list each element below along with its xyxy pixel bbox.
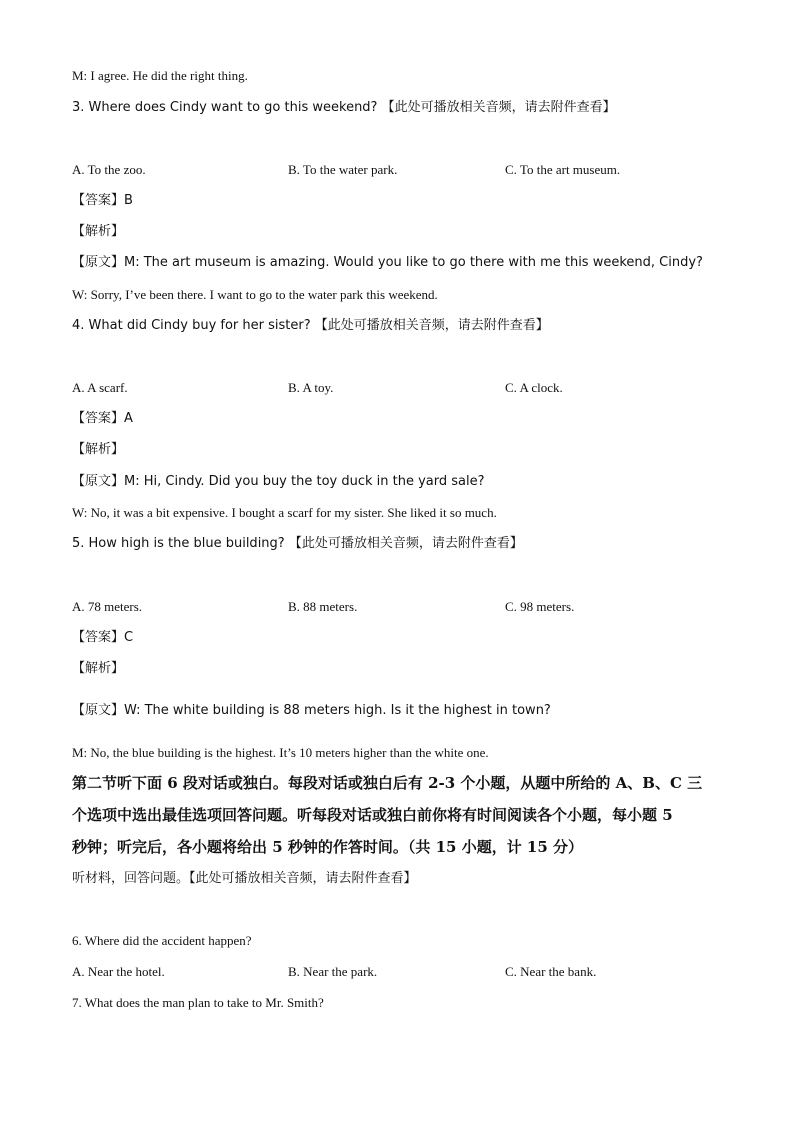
question-6-options xyxy=(72,963,722,981)
option-c: C. To the art museum. xyxy=(505,162,621,177)
original-text: 【原文】M: The art museum is amazing. Would you like to go there with me this weekend, Cindy? xyxy=(72,255,703,270)
answer-label: 【答案】B xyxy=(72,193,133,208)
analysis-label: 【解析】 xyxy=(72,661,125,676)
analysis-label: 【解析】 xyxy=(72,442,125,457)
dialogue-line: M: No, the blue building is the highest. It’s 10 meters higher than the white one. xyxy=(72,745,489,760)
option-a: A. Near the hotel. xyxy=(72,964,165,979)
original-text: 【原文】W: The white building is 88 meters high. Is it the highest in town? xyxy=(72,703,551,718)
option-a: A. A scarf. xyxy=(72,380,128,395)
question-5-options xyxy=(72,598,722,616)
question-5: 5. How high is the blue building? 【此处可播放相关音频，请去附件查看】 xyxy=(72,536,523,551)
analysis-label: 【解析】 xyxy=(72,224,125,239)
option-b: B. To the water park. xyxy=(288,162,398,177)
question-3-options xyxy=(72,161,722,179)
listen-instruction: 听材料，回答问题。【此处可播放相关音频，请去附件查看】 xyxy=(72,871,417,886)
section-instructions-line-2: 个选项中选出最佳选项回答问题。听每段对话或独白前你将有时间阅读各个小题，每小题 5 xyxy=(72,806,673,824)
option-c: C. A clock. xyxy=(505,380,563,395)
dialogue-line: W: No, it was a bit expensive. I bought a scarf for my sister. She liked it so much. xyxy=(72,505,497,520)
option-b: B. 88 meters. xyxy=(288,599,358,614)
option-a: A. To the zoo. xyxy=(72,162,146,177)
option-b: B. A toy. xyxy=(288,380,334,395)
dialogue-line: W: Sorry, I’ve been there. I want to go to the water park this weekend. xyxy=(72,287,438,302)
option-b: B. Near the park. xyxy=(288,964,378,979)
answer-label: 【答案】A xyxy=(72,411,133,426)
original-text: 【原文】M: Hi, Cindy. Did you buy the toy duck in the yard sale? xyxy=(72,474,485,489)
option-c: C. 98 meters. xyxy=(505,599,575,614)
answer-label: 【答案】C xyxy=(72,630,134,645)
question-7: 7. What does the man plan to take to Mr. Smith? xyxy=(72,995,324,1010)
question-6: 6. Where did the accident happen? xyxy=(72,933,252,948)
question-3: 3. Where does Cindy want to go this weekend? 【此处可播放相关音频，请去附件查看】 xyxy=(72,100,616,115)
dialogue-line: M: I agree. He did the right thing. xyxy=(72,68,248,83)
option-a: A. 78 meters. xyxy=(72,599,143,614)
question-4-options xyxy=(72,379,722,397)
question-4: 4. What did Cindy buy for her sister? 【此处可播放相关音频，请去附件查看】 xyxy=(72,318,549,333)
section-instructions-line-3: 秒钟；听完后，各小题将给出 5 秒钟的作答时间。（共 15 小题，计 15 分） xyxy=(72,838,584,856)
option-c: C. Near the bank. xyxy=(505,964,597,979)
section-instructions-line-1: 第二节听下面 6 段对话或独白。每段对话或独白后有 2-3 个小题，从题中所给的 A、B、C 三 xyxy=(72,774,703,792)
